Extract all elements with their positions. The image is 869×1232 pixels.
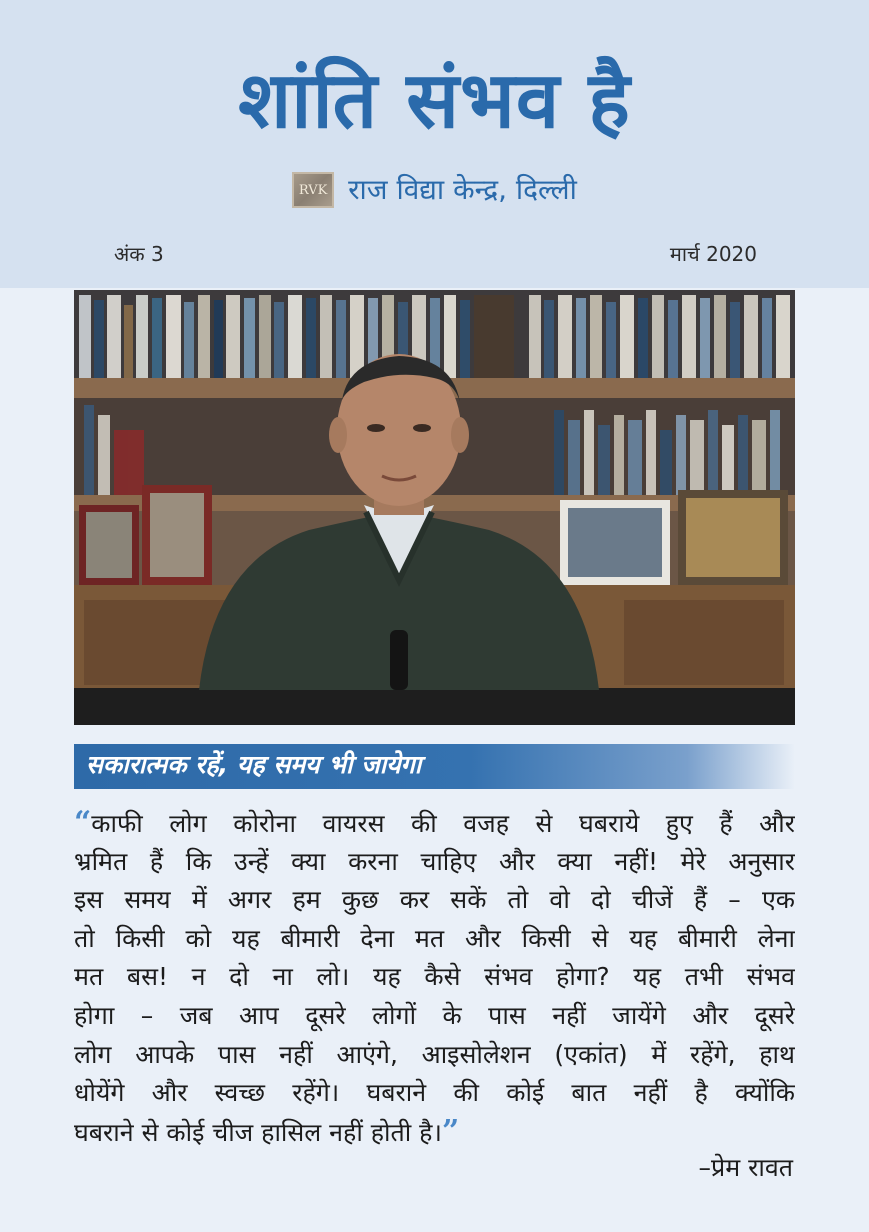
organization-name: राज विद्या केन्द्र, दिल्ली: [348, 173, 577, 206]
section-banner: [74, 744, 795, 789]
issue-number: अंक 3: [114, 242, 164, 266]
quote-line-6: होगा – जब आप दूसरे लोगों के पास नहीं जायेंगे और दूसरे: [74, 1000, 795, 1030]
speaker-photo: [74, 290, 795, 725]
speaker-photo-illustration: [74, 290, 795, 725]
quote-author: –प्रेम रावत: [698, 1153, 793, 1182]
quote-line-1: [74, 804, 795, 843]
quote-text: घबराने से कोई चीज हासिल नहीं होती है।: [74, 1117, 442, 1147]
quote-line-5: मत बस! न दो ना लो। यह कैसे संभव होगा? यह तभी संभव: [74, 962, 795, 992]
open-quote-mark: “: [74, 805, 92, 840]
quote-line-8: धोयेंगे और स्वच्छ रहेंगे। घबराने की कोई बात नहीं है क्योंकि: [74, 1078, 795, 1108]
quote-text: काफी लोग कोरोना वायरस की वजह से घबराये हुए हैं और: [91, 809, 795, 838]
quote-line-9: [74, 1113, 584, 1152]
quote-line-7: लोग आपके पास नहीं आएंगे, आइसोलेशन (एकांत) में रहेंगे, हाथ: [74, 1039, 795, 1069]
section-heading: सकारात्मक रहें, यह समय भी जायेगा: [86, 750, 422, 779]
quote-line-3: इस समय में अगर हम कुछ कर सकें तो वो दो चीजें हैं – एक: [74, 885, 795, 915]
issue-date: मार्च 2020: [669, 242, 757, 266]
quote-block: [74, 804, 795, 1151]
masthead: [0, 0, 869, 288]
close-quote-mark: ”: [441, 1113, 460, 1149]
publication-title: शांति संभव है: [238, 56, 631, 146]
quote-line-4: तो किसी को यह बीमारी देना मत और किसी से यह बीमारी लेना: [74, 923, 795, 953]
rvk-logo: RVK: [292, 172, 334, 208]
quote-line-2: भ्रमित हैं कि उन्हें क्या करना चाहिए और क्या नहीं! मेरे अनुसार: [74, 846, 795, 876]
organization-line: [0, 172, 869, 208]
